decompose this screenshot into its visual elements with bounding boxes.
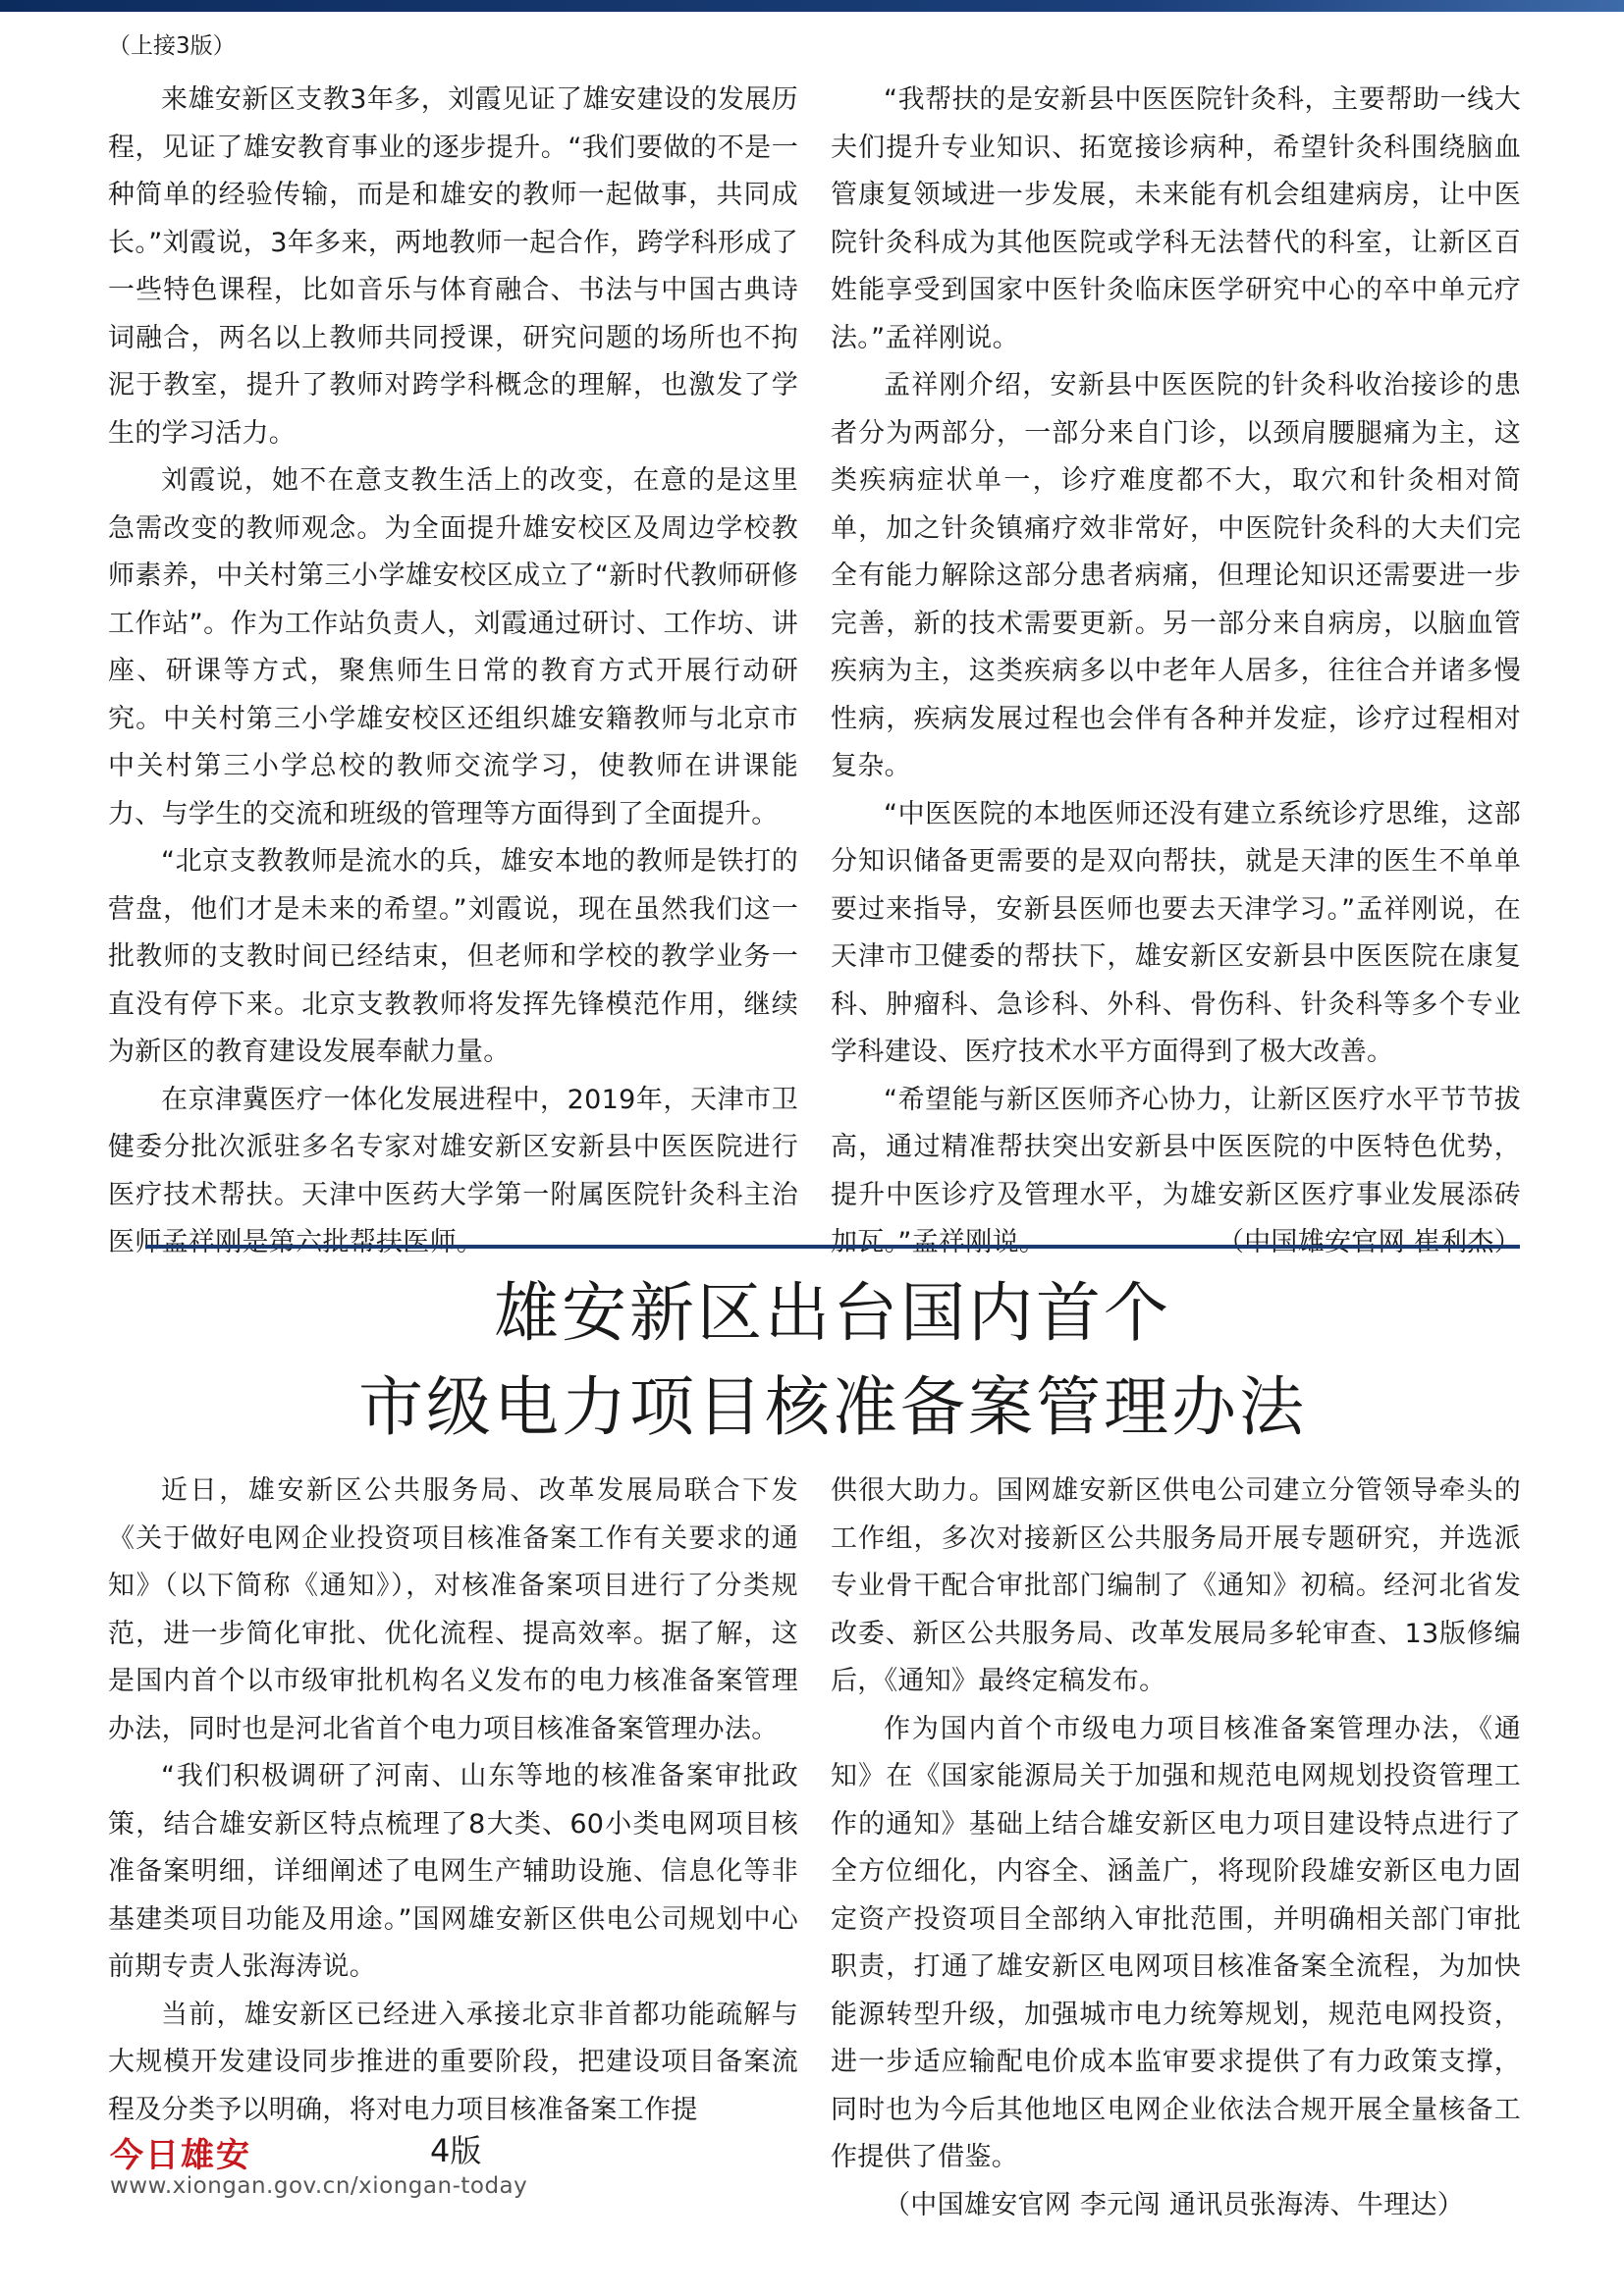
publication-logo: 今日雄安 [110, 2136, 251, 2175]
article1-byline: （中国雄安官网 崔利杰） [1217, 1227, 1521, 1257]
article2-left-column [108, 1468, 798, 2134]
continued-from-note: （上接3版） [108, 33, 236, 59]
article1-paragraph: 孟祥刚介绍，安新县中医医院的针灸科收治接诊的患者分为两部分，一部分来自门诊，以颈肩腰腿痛为主，这类疾病症状单一，诊疗难度都不大，取穴和针灸相对简单，加之针灸镇痛疗效非常好，中医院针灸科的大夫们完全有能力解除这部分患者病痛，但理论知识还需要进一步完善，新的技术需要更新。另一部分来自病房，以脑血管疾病为主，这类疾病多以中老年人居多，往往合并诸多慢性病，疾病发展过程也会伴有各种并发症，诊疗过程相对复杂。 [831, 370, 1521, 781]
article1-paragraph: “我帮扶的是安新县中医医院针灸科，主要帮助一线大夫们提升专业知识、拓宽接诊病种，希望针灸科围绕脑血管康复领域进一步发展，未来能有机会组建病房，让中医院针灸科成为其他医院或学科无法替代的科室，让新区百姓能享受到国家中医针灸临床医学研究中心的卒中单元疗法。”孟祥刚说。 [831, 84, 1521, 353]
article1-left-column [108, 77, 798, 1267]
article2-paragraph: 近日，雄安新区公共服务局、改革发展局联合下发《关于做好电网企业投资项目核准备案工作有关要求的通知》（以下简称《通知》），对核准备案项目进行了分类规范，进一步简化审批、优化流程、提高效率。据了解，这是国内首个以市级审批机构名义发布的电力核准备案管理办法，同时也是河北省首个电力项目核准备案管理办法。 [108, 1475, 798, 1744]
article1-paragraph [831, 1077, 1521, 1267]
article2-headline [145, 1266, 1520, 1455]
top-banner-bar [0, 0, 1624, 12]
article1-right-column [831, 77, 1521, 1267]
article2-paragraph: 作为国内首个市级电力项目核准备案管理办法，《通知》在《国家能源局关于加强和规范电网规划投资管理工作的通知》基础上结合雄安新区电力项目建设特点进行了全方位细化，内容全、涵盖广，将现阶段雄安新区电力固定资产投资项目全部纳入审批范围，并明确相关部门审批职责，打通了雄安新区电网项目核准备案全流程，为加快能源转型升级，加强城市电力统筹规划，规范电网投资，进一步适应输配电价成本监审要求提供了有力政策支撑，同时也为今后其他地区电网企业依法合规开展全量核备工作提供了借鉴。 [831, 1713, 1521, 2172]
section-divider [145, 1245, 1520, 1249]
article1-paragraph: “北京支教教师是流水的兵，雄安本地的教师是铁打的营盘，他们才是未来的希望。”刘霞说，现在虽然我们这一批教师的支教时间已经结束，但老师和学校的教学业务一直没有停下来。北京支教教师将发挥先锋模范作用，继续为新区的教育建设发展奉献力量。 [108, 846, 798, 1067]
article1-paragraph: 在京津冀医疗一体化发展进程中，2019年，天津市卫健委分批次派驻多名专家对雄安新区安新县中医医院进行医疗技术帮扶。天津中医药大学第一附属医院针灸科主治医师孟祥刚是第六批帮扶医师。 [108, 1084, 798, 1257]
headline-line-1: 雄安新区出台国内首个 [494, 1275, 1171, 1351]
article1-paragraph: 来雄安新区支教3年多，刘霞见证了雄安建设的发展历程，见证了雄安教育事业的逐步提升。“我们要做的不是一种简单的经验传输，而是和雄安的教师一起做事，共同成长。”刘霞说，3年多来，两地教师一起合作，跨学科形成了一些特色课程，比如音乐与体育融合、书法与中国古典诗词融合，两名以上教师共同授课，研究问题的场所也不拘泥于教室，提升了教师对跨学科概念的理解，也激发了学生的学习活力。 [108, 84, 798, 449]
article2-continued-paragraph: 供很大助力。国网雄安新区供电公司建立分管领导牵头的工作组，多次对接新区公共服务局开展专题研究，并选派专业骨干配合审批部门编制了《通知》初稿。经河北省发改委、新区公共服务局、改革发展局多轮审查、13版修编后，《通知》最终定稿发布。 [831, 1475, 1521, 1696]
page-number: 4版 [430, 2132, 482, 2169]
publication-url: www.xiongan.gov.cn/xiongan-today [110, 2173, 528, 2199]
article2-right-column [831, 1468, 1521, 2229]
headline-line-2: 市级电力项目核准备案管理办法 [358, 1369, 1307, 1445]
article1-paragraph: 刘霞说，她不在意支教生活上的改变，在意的是这里急需改变的教师观念。为全面提升雄安校区及周边学校教师素养，中关村第三小学雄安校区成立了“新时代教师研修工作站”。作为工作站负责人，刘霞通过研讨、工作坊、讲座、研课等方式，聚焦师生日常的教育方式开展行动研究。中关村第三小学雄安校区还组织雄安籍教师与北京市中关村第三小学总校的教师交流学习，使教师在讲课能力、与学生的交流和班级的管理等方面得到了全面提升。 [108, 465, 798, 829]
article1-last-paragraph-text: “希望能与新区医师齐心协力，让新区医疗水平节节拔高，通过精准帮扶突出安新县中医医院的中医特色优势，提升中医诊疗及管理水平，为雄安新区医疗事业发展添砖加瓦。”孟祥刚说。 [831, 1084, 1521, 1257]
article1-paragraph: “中医医院的本地医师还没有建立系统诊疗思维，这部分知识储备更需要的是双向帮扶，就是天津的医生不单单要过来指导，安新县医师也要去天津学习。”孟祥刚说，在天津市卫健委的帮扶下，雄安新区安新县中医医院在康复科、肿瘤科、急诊科、外科、骨伤科、针灸科等多个专业学科建设、医疗技术水平方面得到了极大改善。 [831, 798, 1521, 1067]
article2-paragraph: 当前，雄安新区已经进入承接北京非首都功能疏解与大规模开发建设同步推进的重要阶段，把建设项目备案流程及分类予以明确，将对电力项目核准备案工作提 [108, 1999, 798, 2125]
article2-paragraph: “我们积极调研了河南、山东等地的核准备案审批政策，结合雄安新区特点梳理了8大类、60小类电网项目核准备案明细，详细阐述了电网生产辅助设施、信息化等非基建类项目功能及用途。”国网雄安新区供电公司规划中心前期专责人张海涛说。 [108, 1761, 798, 1982]
article2-byline: （中国雄安官网 李元闯 通讯员张海涛、牛理达） [884, 2189, 1465, 2220]
